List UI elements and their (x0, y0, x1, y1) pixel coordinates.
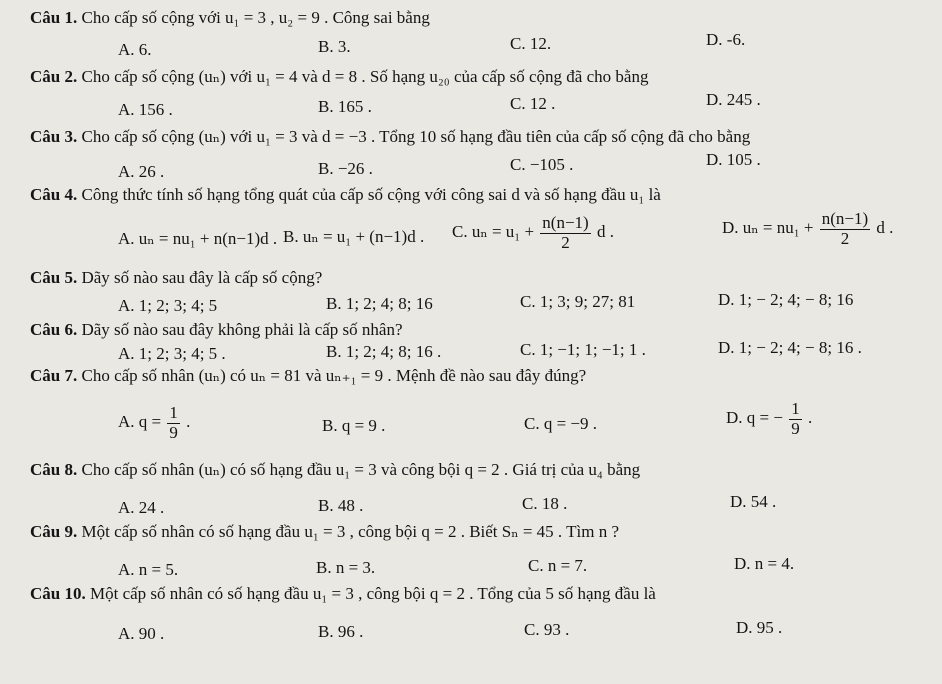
question-5-option-a[interactable]: A. 1; 2; 3; 4; 5 (118, 296, 218, 315)
question-1-option-c[interactable]: C. 12. (510, 34, 552, 53)
question-5-stem (30, 268, 322, 288)
question-3-option-a[interactable]: A. 26 . (118, 162, 165, 181)
question-7-option-a-numerator: 1 (169, 403, 178, 422)
question-4-option-b[interactable]: B. uₙ = u₁ + (n−1)d . (283, 227, 425, 246)
question-10-option-a[interactable]: A. 90 . (118, 624, 165, 643)
question-4-option-d-denominator: 2 (840, 228, 850, 248)
question-4-option-d-lhs: D. uₙ = nu₁ + (722, 218, 814, 238)
question-7-option-d[interactable] (726, 400, 812, 438)
question-10-option-c[interactable]: C. 93 . (524, 620, 570, 639)
question-6-option-a[interactable]: A. 1; 2; 3; 4; 5 . (118, 344, 226, 363)
question-7-option-a[interactable] (118, 404, 190, 442)
question-1-option-b[interactable]: B. 3. (318, 37, 351, 56)
question-3-option-d[interactable]: D. 105 . (706, 150, 761, 169)
question-7-option-d-suffix: . (807, 408, 813, 428)
question-4-option-d[interactable] (722, 210, 893, 248)
question-8-option-d[interactable]: D. 54 . (730, 492, 777, 511)
question-7-text: Cho cấp số nhân (uₙ) có uₙ = 81 và uₙ₊₁ = 9 . Mệnh đề nào sau đây đúng? (81, 366, 587, 385)
question-2-option-c[interactable]: C. 12 . (510, 94, 556, 113)
question-5-option-c[interactable]: C. 1; 3; 9; 27; 81 (520, 292, 636, 311)
question-4-option-d-numerator: n(n−1) (821, 209, 869, 228)
question-2-option-a[interactable]: A. 156 . (118, 100, 173, 119)
question-5-option-b[interactable]: B. 1; 2; 4; 8; 16 (326, 294, 433, 313)
question-1-number: Câu 1. (30, 8, 78, 27)
question-6-option-b[interactable]: B. 1; 2; 4; 8; 16 . (326, 342, 442, 361)
question-9-option-a[interactable]: A. n = 5. (118, 560, 179, 579)
question-10-option-b[interactable]: B. 96 . (318, 622, 364, 641)
question-8-stem (30, 460, 640, 480)
question-10-number: Câu 10. (30, 584, 86, 603)
question-8-number: Câu 8. (30, 460, 78, 479)
question-7-option-a-fraction (167, 404, 180, 442)
question-9-stem (30, 522, 619, 542)
question-7-option-b[interactable]: B. q = 9 . (322, 416, 386, 435)
question-8-option-a[interactable]: A. 24 . (118, 498, 165, 517)
question-3-stem (30, 127, 750, 147)
question-3-text: Cho cấp số cộng (uₙ) với u₁ = 3 và d = −3 . Tổng 10 số hạng đầu tiên của cấp số cộng đã cho bằng (81, 127, 751, 146)
question-3-option-c[interactable]: C. −105 . (510, 155, 574, 174)
question-1-option-d[interactable]: D. -6. (706, 30, 746, 49)
question-8-text: Cho cấp số nhân (uₙ) có số hạng đầu u₁ = 3 và công bội q = 2 . Giá trị của u₄ bằng (81, 460, 641, 479)
question-5-text: Dãy số nào sau đây là cấp số cộng? (81, 268, 323, 287)
question-4-option-d-fraction (820, 210, 870, 248)
question-4-option-c-suffix: d . (596, 222, 614, 242)
question-4-option-c-denominator: 2 (561, 232, 570, 252)
question-7-option-d-lhs: D. q = − (726, 408, 783, 428)
question-7-option-d-denominator: 9 (791, 418, 800, 438)
question-4-number: Câu 4. (30, 185, 78, 204)
question-9-option-c[interactable]: C. n = 7. (528, 556, 588, 575)
question-6-option-d[interactable]: D. 1; − 2; 4; − 8; 16 . (718, 338, 862, 357)
question-7-option-a-suffix: . (186, 412, 191, 432)
question-7-option-a-lhs: A. q = (118, 412, 162, 432)
question-2-option-b[interactable]: B. 165 . (318, 97, 372, 116)
question-4-text: Công thức tính số hạng tổng quát của cấp số cộng với công sai d và số hạng đầu u₁ là (81, 185, 661, 204)
question-2-text: Cho cấp số cộng (uₙ) với u₁ = 4 và d = 8 . Số hạng u₂₀ của cấp số cộng đã cho bằng (81, 67, 649, 86)
question-1-text: Cho cấp số cộng với u₁ = 3 , u₂ = 9 . Công sai bằng (81, 8, 430, 27)
question-7-option-d-numerator: 1 (791, 399, 800, 418)
question-7-option-a-denominator: 9 (169, 422, 178, 442)
question-2-stem (30, 67, 648, 87)
question-4-option-a[interactable]: A. uₙ = nu₁ + n(n−1)d . (118, 229, 278, 248)
question-10-text: Một cấp số nhân có số hạng đầu u₁ = 3 , công bội q = 2 . Tổng của 5 số hạng đầu là (89, 584, 656, 603)
question-3-number: Câu 3. (30, 127, 78, 146)
question-5-option-d[interactable]: D. 1; − 2; 4; − 8; 16 (718, 290, 854, 309)
question-8-option-c[interactable]: C. 18 . (522, 494, 568, 513)
question-4-option-c-fraction (540, 214, 590, 252)
question-9-number: Câu 9. (30, 522, 78, 541)
question-4-option-c-numerator: n(n−1) (542, 213, 589, 232)
question-9-option-d[interactable]: D. n = 4. (734, 554, 795, 573)
question-5-number: Câu 5. (30, 268, 78, 287)
question-3-option-b[interactable]: B. −26 . (318, 159, 373, 178)
question-7-option-c[interactable]: C. q = −9 . (524, 414, 598, 433)
question-7-option-d-fraction (789, 400, 802, 438)
question-4-option-c[interactable] (452, 214, 614, 252)
question-2-number: Câu 2. (30, 67, 78, 86)
question-1-option-a[interactable]: A. 6. (118, 40, 152, 59)
question-4-stem (30, 185, 661, 205)
question-8-option-b[interactable]: B. 48 . (318, 496, 364, 515)
question-4-option-d-suffix: d . (876, 218, 894, 238)
question-1-stem (30, 8, 430, 28)
question-6-text: Dãy số nào sau đây không phải là cấp số nhân? (81, 320, 403, 339)
question-6-option-c[interactable]: C. 1; −1; 1; −1; 1 . (520, 340, 646, 359)
question-6-number: Câu 6. (30, 320, 78, 339)
question-7-stem (30, 366, 586, 386)
question-6-stem (30, 320, 403, 340)
question-10-stem (30, 584, 656, 604)
question-9-option-b[interactable]: B. n = 3. (316, 558, 376, 577)
question-2-option-d[interactable]: D. 245 . (706, 90, 761, 109)
question-4-option-c-lhs: C. uₙ = u₁ + (452, 222, 535, 242)
question-7-number: Câu 7. (30, 366, 78, 385)
question-10-option-d[interactable]: D. 95 . (736, 618, 783, 637)
question-9-text: Một cấp số nhân có số hạng đầu u₁ = 3 , công bội q = 2 . Biết Sₙ = 45 . Tìm n ? (81, 522, 619, 541)
